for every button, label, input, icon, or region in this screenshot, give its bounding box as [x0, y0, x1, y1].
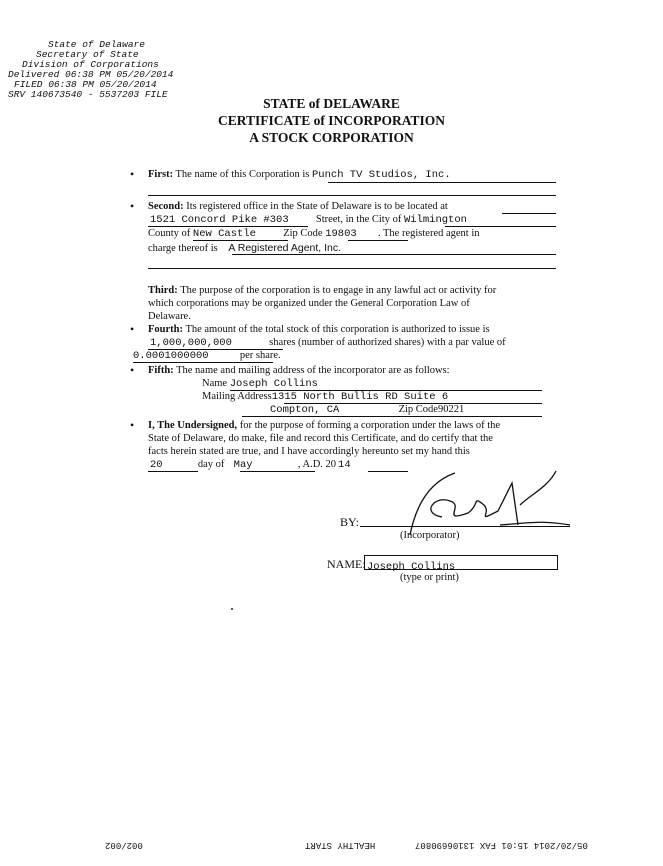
third-text-2: which corporations may be organized under the General Corporation Law of	[148, 298, 470, 309]
fifth-text: The name and mailing address of the incorporator are as follows:	[176, 365, 450, 376]
fourth-line-3	[133, 350, 281, 362]
document-title	[0, 95, 663, 146]
charge-text: charge thereof is	[148, 243, 218, 254]
street-line	[148, 226, 308, 227]
par-value: 0.0001000000	[133, 350, 209, 362]
incorporator-zip: 90221	[437, 404, 465, 415]
corporation-name: Punch TV Studios, Inc.	[312, 169, 451, 181]
mailing-address-label: Mailing Address	[202, 391, 272, 402]
fourth-text-1: The amount of the total stock of this corporation is authorized to issue is	[185, 324, 490, 335]
fourth-line-2	[150, 337, 506, 349]
ad-text: , A.D. 20	[297, 459, 337, 470]
third-line-1	[148, 285, 496, 296]
second-label: Second:	[148, 201, 184, 212]
shares-value: 1,000,000,000	[150, 337, 232, 349]
blank-line	[148, 268, 556, 269]
stamp-srv: SRV 140673540 - 5537203 FILE	[8, 89, 168, 100]
first-text: The name of this Corporation is	[175, 169, 310, 180]
agent-text: . The registered agent in	[377, 228, 480, 239]
first-section	[148, 169, 451, 181]
undersigned-label: I, The Undersigned,	[148, 420, 238, 431]
city-value: Wilmington	[403, 214, 467, 226]
type-print-caption: (type or print)	[400, 572, 459, 583]
incorporator-name: Joseph Collins	[229, 378, 318, 390]
county-value: New Castle	[192, 228, 256, 240]
second-line-2	[150, 214, 467, 226]
stamp-state: State of Delaware	[48, 39, 145, 50]
bullet-icon: •	[130, 167, 135, 181]
date-row	[150, 459, 351, 471]
undersigned-text-3: facts herein stated are true, and I have accordingly hereunto set my hand this	[148, 446, 470, 457]
first-label: First:	[148, 169, 174, 180]
blank-line	[148, 195, 556, 196]
undersigned-text-2: State of Delaware, do make, file and record this Certificate, and do certify that the	[148, 433, 493, 444]
title-line-1: STATE of DELAWARE	[263, 96, 400, 111]
mailing-address: 1315 North Bullis RD Suite 6	[271, 391, 449, 403]
incorporator-city: Compton, CA	[270, 404, 340, 416]
fax-page-number: 002/002	[105, 840, 143, 850]
signature-line	[360, 526, 570, 527]
stamp-secretary: Secretary of State	[36, 49, 139, 60]
year-value: 14	[338, 459, 351, 471]
county-text: County of	[148, 228, 191, 239]
fifth-city-row	[270, 404, 464, 416]
month-line	[240, 471, 315, 472]
third-text-1: The purpose of the corporation is to engage in any lawful act or activity for	[180, 285, 497, 296]
title-line-2: CERTIFICATE of INCORPORATION	[217, 113, 446, 128]
zip-text: Zip Code	[283, 228, 323, 239]
third-text-3: Delaware.	[148, 311, 191, 322]
title-line-3: A STOCK CORPORATION	[249, 130, 414, 145]
name-line	[328, 182, 556, 183]
month-value: May	[233, 459, 253, 471]
stamp-division: Division of Corporations	[22, 59, 159, 70]
street-address: 1521 Concord Pike #303	[150, 214, 289, 226]
street-text: Street, in the City of	[315, 214, 402, 225]
second-text: Its registered office in the State of Delaware is to be located at	[186, 201, 448, 212]
fifth-label: Fifth:	[148, 365, 174, 376]
par-line	[133, 362, 273, 363]
second-line-1	[148, 201, 448, 212]
bullet-icon: •	[130, 363, 135, 377]
second-line-3	[148, 228, 480, 240]
stamp-delivered: Delivered 06:38 PM 05/20/2014	[8, 69, 174, 80]
county-line	[193, 240, 288, 241]
fourth-label: Fourth:	[148, 324, 183, 335]
blank-line	[502, 213, 556, 214]
city-line	[445, 226, 556, 227]
incorporator-caption: (Incorporator)	[400, 530, 460, 541]
fifth-name-label: Name	[202, 378, 228, 389]
zip-line	[348, 240, 408, 241]
undersigned-line-1	[148, 420, 500, 431]
day-line	[148, 471, 198, 472]
speck	[231, 608, 233, 610]
fax-header: 05/20/2014 15:01 FAX 13106690807	[415, 840, 588, 850]
agent-value: A Registered Agent, Inc.	[228, 242, 342, 254]
undersigned-text-1: for the purpose of forming a corporation under the laws of the	[239, 420, 501, 431]
shares-text: shares (number of authorized shares) with a par value of	[269, 337, 506, 348]
name-label: NAME:	[327, 557, 366, 571]
bullet-icon: •	[130, 322, 135, 336]
bullet-icon: •	[130, 418, 135, 432]
per-share-text: per share.	[239, 350, 281, 361]
day-of-text: day of	[197, 459, 225, 470]
fifth-zip-label: Zip Code	[398, 404, 438, 415]
fifth-address-row	[202, 391, 448, 403]
printed-name-box	[364, 555, 558, 573]
fourth-line-1	[148, 324, 490, 335]
by-label: BY:	[340, 515, 359, 529]
bullet-icon: •	[130, 199, 135, 213]
third-label: Third:	[148, 285, 178, 296]
city-line	[242, 416, 542, 417]
filing-stamp	[8, 40, 173, 100]
fax-sender: HEALTHY START	[305, 840, 376, 850]
zip-value: 19803	[325, 228, 357, 240]
printed-name: Joseph Collins	[367, 561, 456, 573]
agent-line	[232, 254, 556, 255]
fifth-name-row	[202, 378, 318, 390]
day-value: 20	[150, 459, 163, 471]
second-line-4	[148, 242, 341, 254]
fifth-line-1	[148, 365, 450, 376]
stamp-filed: FILED 06:38 PM 05/20/2014	[14, 79, 157, 90]
